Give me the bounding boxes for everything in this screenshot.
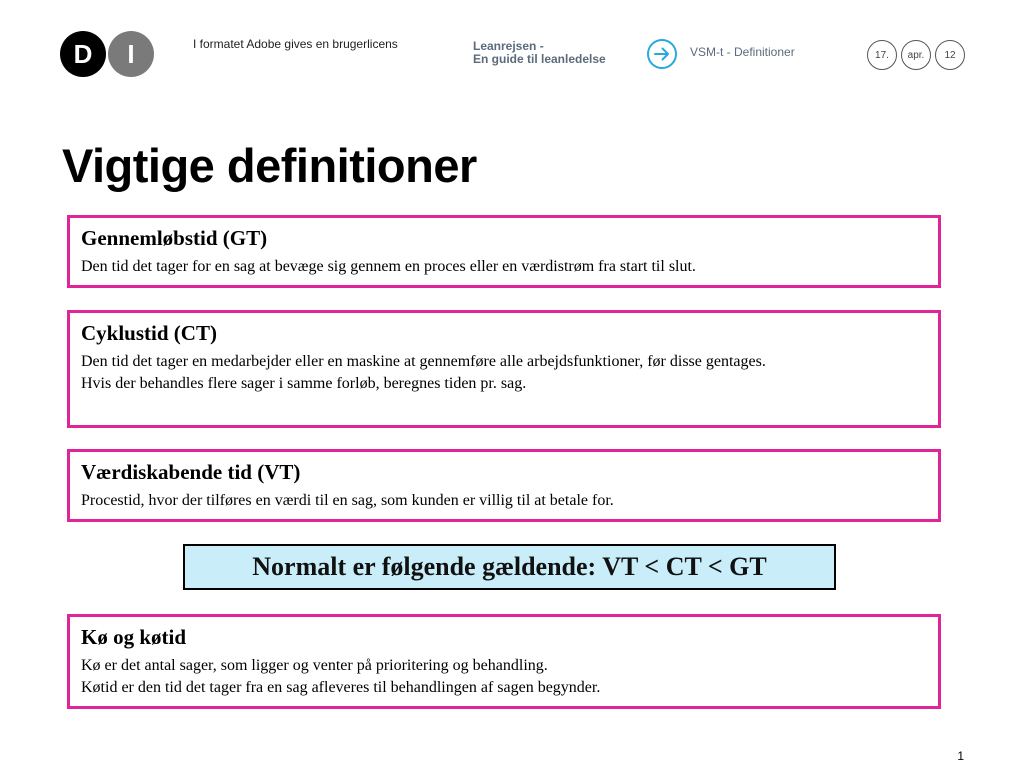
page-title: Vigtige definitioner — [62, 139, 477, 192]
logo-letter-d: D — [60, 31, 106, 77]
definition-text: Hvis der behandles flere sager i samme forløb, beregnes tiden pr. sag. — [81, 375, 527, 392]
page-number: 1 — [957, 749, 964, 763]
definition-text: Den tid det tager for en sag at bevæge sig gennem en proces eller en værdistrøm fra start til slut. — [81, 258, 696, 275]
date-month: apr. — [901, 40, 931, 70]
definition-term: Cyklustid (CT) — [81, 321, 217, 345]
definition-text: Kø er det antal sager, som ligger og venter på prioritering og behandling. — [81, 657, 548, 674]
date-year: 12 — [935, 40, 965, 70]
summary-callout: Normalt er følgende gældende: VT < CT < GT — [183, 544, 836, 590]
section-name: VSM-t - Definitioner — [690, 45, 795, 59]
definition-box-queue — [67, 614, 941, 709]
definition-text: Den tid det tager en medarbejder eller en maskine at gennemføre alle arbejdsfunktioner, før disse gentages. — [81, 353, 766, 370]
logo-letter-i: I — [108, 31, 154, 77]
definition-term: Kø og køtid — [81, 625, 187, 649]
license-text: I formatet Adobe gives en brugerlicens — [193, 37, 398, 51]
definition-text: Procestid, hvor der tilføres en værdi til en sag, som kunden er villig til at betale for. — [81, 492, 614, 509]
definition-term: Gennemløbstid (GT) — [81, 226, 268, 250]
guide-title — [473, 40, 606, 66]
guide-title-line1: Leanrejsen - — [473, 39, 544, 53]
definition-box-gt — [67, 215, 941, 288]
guide-title-line2: En guide til leanledelse — [473, 52, 606, 66]
arrow-right-circle-icon — [646, 38, 678, 70]
definition-term: Værdiskabende tid (VT) — [81, 460, 301, 484]
definition-box-ct — [67, 310, 941, 428]
definition-text: Køtid er den tid det tager fra en sag afleveres til behandlingen af sagen begynder. — [81, 679, 601, 696]
date-day: 17. — [867, 40, 897, 70]
definition-box-vt — [67, 449, 941, 522]
